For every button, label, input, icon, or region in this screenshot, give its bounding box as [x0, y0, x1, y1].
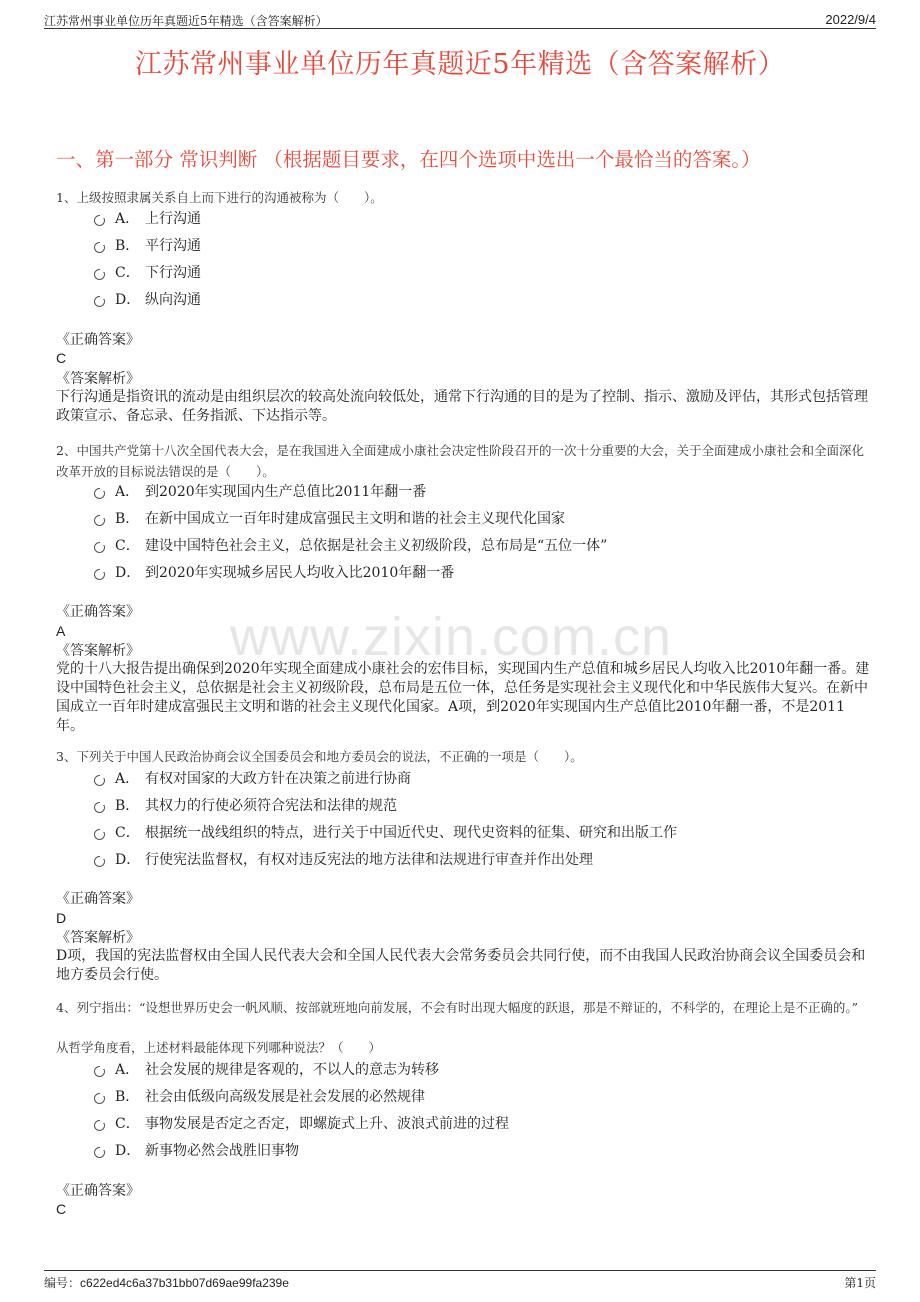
answer-value: C — [56, 350, 67, 366]
radio-icon[interactable] — [94, 829, 105, 840]
radio-icon[interactable] — [94, 775, 105, 786]
question-stem: 4、列宁指出：“设想世界历史会一帆风顺、按部就班地向前发展，不会有时出现大幅度的跃退，那是不辩证的，不科学的，在理论上是不正确的。” — [56, 1000, 858, 1015]
radio-icon[interactable] — [94, 515, 105, 526]
option-item[interactable]: D． 行使宪法监督权，有权对违反宪法的地方法律和法规进行审查并作出处理 — [94, 849, 593, 871]
section-heading: 一、第一部分 常识判断 （根据题目要求，在四个选项中选出一个最恰当的答案。） — [56, 148, 761, 171]
analysis-text: 下行沟通是指资讯的流动是由组织层次的较高处流向较低处，通常下行沟通的目的是为了控制、指示、激励及评估，其形式包括管理政策宣示、备忘录、任务指派、下达指示等。 — [56, 389, 868, 424]
option-item[interactable]: B． 平行沟通 — [94, 235, 201, 257]
option-item[interactable]: A． 有权对国家的大政方针在决策之前进行协商 — [94, 768, 411, 790]
radio-icon[interactable] — [94, 569, 105, 580]
answer-label: 《正确答案》 — [56, 604, 140, 620]
analysis-label: 《答案解析》 — [56, 643, 140, 659]
option-item[interactable]: D． 到2020年实现城乡居民人均收入比2010年翻一番 — [94, 562, 454, 584]
answer-value: D — [56, 910, 67, 926]
option-item[interactable]: A． 上行沟通 — [94, 208, 201, 230]
radio-icon[interactable] — [94, 856, 105, 867]
radio-icon[interactable] — [94, 242, 105, 253]
analysis-label: 《答案解析》 — [56, 930, 140, 946]
analysis-text: D项，我国的宪法监督权由全国人民代表大会和全国人民代表大会常务委员会共同行使，而不由我国人民政治协商会议全国委员会和地方委员会行使。 — [56, 948, 866, 983]
option-item[interactable]: C． 下行沟通 — [94, 262, 201, 284]
answer-label: 《正确答案》 — [56, 332, 140, 348]
option-item[interactable]: B． 其权力的行使必须符合宪法和法律的规范 — [94, 795, 397, 817]
radio-icon[interactable] — [94, 1066, 105, 1077]
question-stem: 2、中国共产党第十八次全国代表大会，是在我国进入全面建成小康社会决定性阶段召开的一次十分重要的大会，关于全面建成小康社会和全面深化改革开放的目标说法错误的是（ ）。 — [56, 443, 864, 479]
header-date: 2022/9/4 — [825, 12, 876, 27]
option-item[interactable]: B． 社会由低级向高级发展是社会发展的必然规律 — [94, 1086, 425, 1108]
radio-icon[interactable] — [94, 1093, 105, 1104]
option-item[interactable]: D． 新事物必然会战胜旧事物 — [94, 1140, 299, 1162]
option-item[interactable]: C． 建设中国特色社会主义，总依据是社会主义初级阶段，总布局是“五位一体” — [94, 535, 607, 557]
analysis-label: 《答案解析》 — [56, 371, 140, 387]
question-stem: 1、上级按照隶属关系自上而下进行的沟通被称为（ ）。 — [56, 190, 383, 205]
question-stem-followup: 从哲学角度看，上述材料最能体现下列哪种说法？（ ） — [56, 1040, 382, 1055]
answer-label: 《正确答案》 — [56, 891, 140, 907]
radio-icon[interactable] — [94, 1147, 105, 1158]
answer-value: C — [56, 1201, 67, 1217]
serial-number: 编号：c622ed4c6a37b31bb07d69ae99fa239e — [44, 1276, 289, 1290]
analysis-text: 党的十八大报告提出确保到2020年实现全面建成小康社会的宏伟目标，实现国内生产总值和城乡居民人均收入比2010年翻一番。建设中国特色社会主义，总依据是社会主义初级阶段，总布局是五位一体，总任务是实现社会主义现代化和中华民族伟大复兴。在新中国成立一百年时建成富强民主文明和谐的社会主义现代化国家。A项，到2020年实现国内生产总值比2010年翻一番，不是2011年。 — [56, 661, 870, 734]
page-footer — [44, 1270, 876, 1291]
question-stem: 3、下列关于中国人民政治协商会议全国委员会和地方委员会的说法，不正确的一项是（ ）。 — [56, 749, 583, 764]
option-item[interactable]: A． 到2020年实现国内生产总值比2011年翻一番 — [94, 481, 426, 503]
watermark: www.zixin.com.cn — [230, 607, 673, 667]
radio-icon[interactable] — [94, 802, 105, 813]
document-title: 江苏常州事业单位历年真题近5年精选（含答案解析） — [134, 49, 786, 80]
radio-icon[interactable] — [94, 296, 105, 307]
header-title: 江苏常州事业单位历年真题近5年精选（含答案解析） — [44, 14, 328, 28]
option-item[interactable]: C． 根据统一战线组织的特点，进行关于中国近代史、现代史资料的征集、研究和出版工作 — [94, 822, 677, 844]
radio-icon[interactable] — [94, 488, 105, 499]
radio-icon[interactable] — [94, 542, 105, 553]
page-header — [44, 10, 876, 29]
radio-icon[interactable] — [94, 215, 105, 226]
page-number: 第1页 — [844, 1276, 876, 1290]
radio-icon[interactable] — [94, 269, 105, 280]
option-item[interactable]: D． 纵向沟通 — [94, 289, 201, 311]
answer-value: A — [56, 623, 66, 639]
option-item[interactable]: C． 事物发展是否定之否定，即螺旋式上升、波浪式前进的过程 — [94, 1113, 509, 1135]
option-item[interactable]: A． 社会发展的规律是客观的，不以人的意志为转移 — [94, 1059, 439, 1081]
option-item[interactable]: B． 在新中国成立一百年时建成富强民主文明和谐的社会主义现代化国家 — [94, 508, 565, 530]
answer-label: 《正确答案》 — [56, 1183, 140, 1199]
radio-icon[interactable] — [94, 1120, 105, 1131]
